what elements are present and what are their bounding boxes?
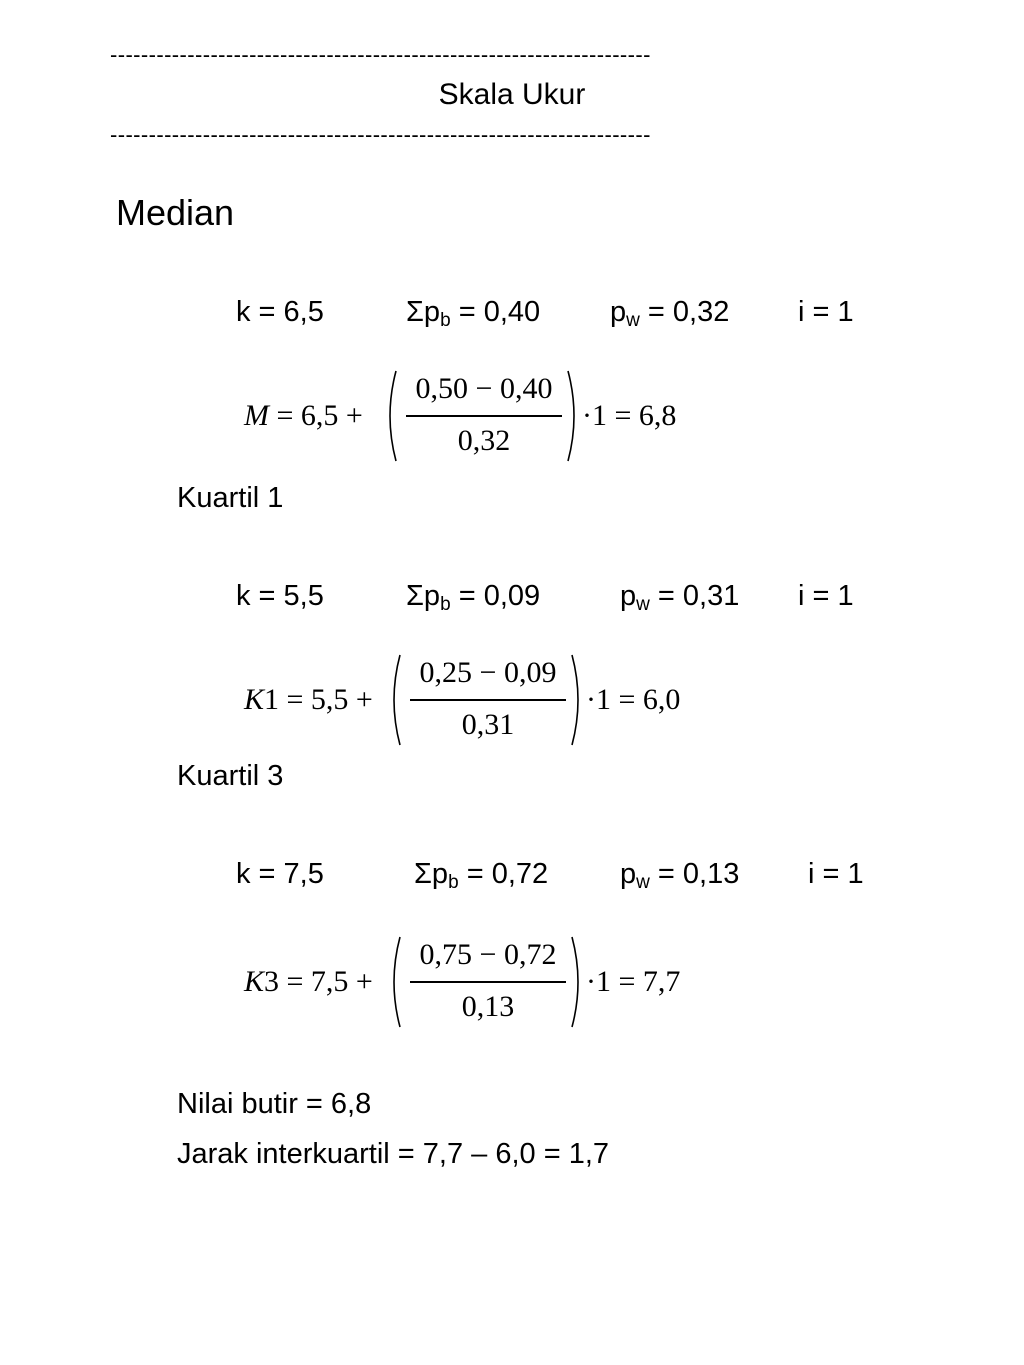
jarak-interkuartil: Jarak interkuartil = 7,7 – 6,0 = 1,7: [177, 1138, 610, 1170]
kuartil3-denominator: 0,13: [461, 990, 515, 1023]
median-formula-tail: ·1 = 6,8: [582, 399, 677, 432]
median-denominator: 0,32: [457, 424, 511, 457]
kuartil3-formula-tail: ·1 = 7,7: [586, 965, 681, 998]
header-dash-bottom: ----------------------------------------------------------------------: [110, 122, 651, 147]
kuartil1-k: k = 5,5: [236, 580, 324, 612]
kuartil1-heading: Kuartil 1: [177, 482, 284, 514]
kuartil3-params: [236, 858, 936, 898]
median-i: i = 1: [798, 296, 854, 328]
kuartil1-formula-lhs-rest: 1 = 5,5 +: [264, 683, 373, 716]
median-k: k = 6,5: [236, 296, 324, 328]
median-fraction: [398, 368, 570, 464]
median-params: [236, 296, 936, 336]
kuartil3-sum-pb: $\Sigma p_b = 0,72$: [414, 858, 549, 893]
kuartil1-sum-pb: $\Sigma p_b = 0,09$: [406, 580, 541, 615]
kuartil3-formula-lhs-rest: 3 = 7,5 +: [264, 965, 373, 998]
kuartil1-fraction: [402, 652, 574, 748]
header-dash-top: ----------------------------------------------------------------------: [110, 42, 651, 67]
right-paren-icon: [568, 934, 586, 1030]
nilai-butir: Nilai butir = 6,8: [177, 1088, 372, 1120]
kuartil1-i: i = 1: [798, 580, 854, 612]
fraction-bar: [410, 699, 566, 701]
kuartil3-i: i = 1: [808, 858, 864, 890]
kuartil3-fraction: [402, 934, 574, 1030]
kuartil3-k: k = 7,5: [236, 858, 324, 890]
fraction-bar: [410, 981, 566, 983]
median-formula: [244, 368, 704, 464]
kuartil1-params: [236, 580, 936, 620]
kuartil1-formula-tail: ·1 = 6,0: [586, 683, 681, 716]
kuartil1-formula: [244, 652, 704, 748]
kuartil3-formula-lhs: K: [244, 965, 265, 998]
kuartil1-pw: $p_w = 0,31$: [620, 580, 740, 615]
median-formula-lhs: M: [244, 399, 269, 432]
right-paren-icon: [564, 368, 582, 464]
right-paren-icon: [568, 652, 586, 748]
kuartil1-formula-lhs: K: [244, 683, 265, 716]
kuartil3-pw: $p_w = 0,13$: [620, 858, 740, 893]
page-title: Skala Ukur: [438, 78, 586, 111]
kuartil3-numerator: 0,75 − 0,72: [419, 938, 557, 971]
kuartil1-denominator: 0,31: [461, 708, 515, 741]
kuartil3-heading: Kuartil 3: [177, 760, 284, 792]
kuartil1-numerator: 0,25 − 0,09: [419, 656, 557, 689]
fraction-bar: [406, 415, 562, 417]
kuartil3-formula: [244, 934, 704, 1030]
median-pw: $p_w = 0,32$: [610, 296, 730, 331]
median-heading: Median: [116, 192, 235, 233]
median-formula-lhs-rest: = 6,5 +: [269, 399, 363, 432]
median-numerator: 0,50 − 0,40: [415, 372, 553, 405]
median-sum-pb: $\Sigma p_b = 0,40$: [406, 296, 541, 331]
